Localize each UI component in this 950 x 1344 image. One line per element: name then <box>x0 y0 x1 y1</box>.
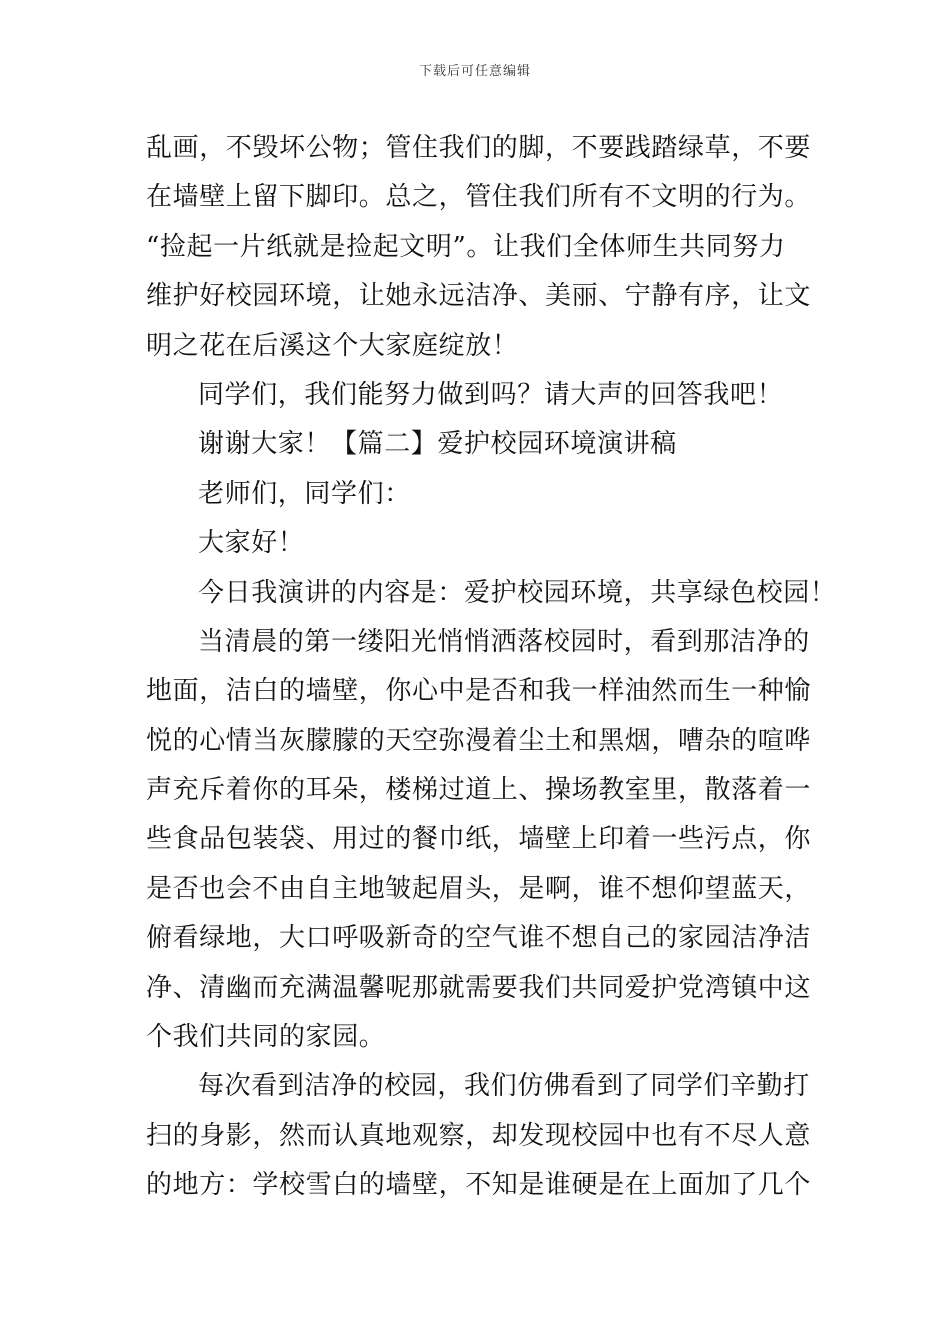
text-line: 些食品包装袋、用过的餐巾纸，墙壁上印着一些污点，你 <box>146 824 812 855</box>
text-line: 今日我演讲的内容是：爱护校园环境，共享绿色校园！ <box>198 577 837 608</box>
text-line: 每次看到洁净的校园，我们仿佛看到了同学们辛勤打 <box>198 1071 810 1102</box>
text-line: “捡起一片纸就是捡起文明”。让我们全体师生共同努力 <box>146 231 786 262</box>
text-line: 大家好！ <box>198 528 305 559</box>
text-line: 个我们共同的家园。 <box>146 1022 386 1053</box>
text-line: 声充斥着你的耳朵，楼梯过道上、操场教室里，散落着一 <box>146 775 812 806</box>
text-line: 扫的身影，然而认真地观察，却发现校园中也有不尽人意 <box>146 1120 812 1151</box>
text-line: 乱画，不毁坏公物；管住我们的脚，不要践踏绿草，不要 <box>146 133 812 163</box>
text-line: 维护好校园环境，让她永远洁净、美丽、宁静有序，让文 <box>146 281 812 312</box>
text-line: 谢谢大家！【篇二】爱护校园环境演讲稿 <box>198 429 677 460</box>
document-body <box>146 124 837 1211</box>
text-line: 俯看绿地，大口呼吸新奇的空气谁不想自己的家园洁净洁 <box>146 923 812 954</box>
text-line: 悦的心情当灰朦朦的天空弥漫着尘土和黑烟，嘈杂的喧哗 <box>146 725 812 756</box>
page-header-note: 下载后可任意编辑 <box>418 64 531 79</box>
text-line: 同学们，我们能努力做到吗？请大声的回答我吧！ <box>198 379 784 410</box>
text-line: 地面，洁白的墙壁，你心中是否和我一样油然而生一种愉 <box>146 676 812 707</box>
text-line: 是否也会不由自主地皱起眉头，是啊，谁不想仰望蓝天， <box>146 873 812 904</box>
text-line: 净、清幽而充满温馨呢那就需要我们共同爱护党湾镇中这 <box>146 972 812 1003</box>
text-line: 在墙壁上留下脚印。总之，管住我们所有不文明的行为。 <box>146 182 812 213</box>
text-line: 当清晨的第一缕阳光悄悄洒落校园时，看到那洁净的 <box>198 626 810 657</box>
text-line: 老师们，同学们： <box>198 478 411 509</box>
text-line: 的地方：学校雪白的墙壁，不知是谁硬是在上面加了几个 <box>146 1170 812 1201</box>
text-line: 明之花在后溪这个大家庭绽放！ <box>146 330 519 361</box>
